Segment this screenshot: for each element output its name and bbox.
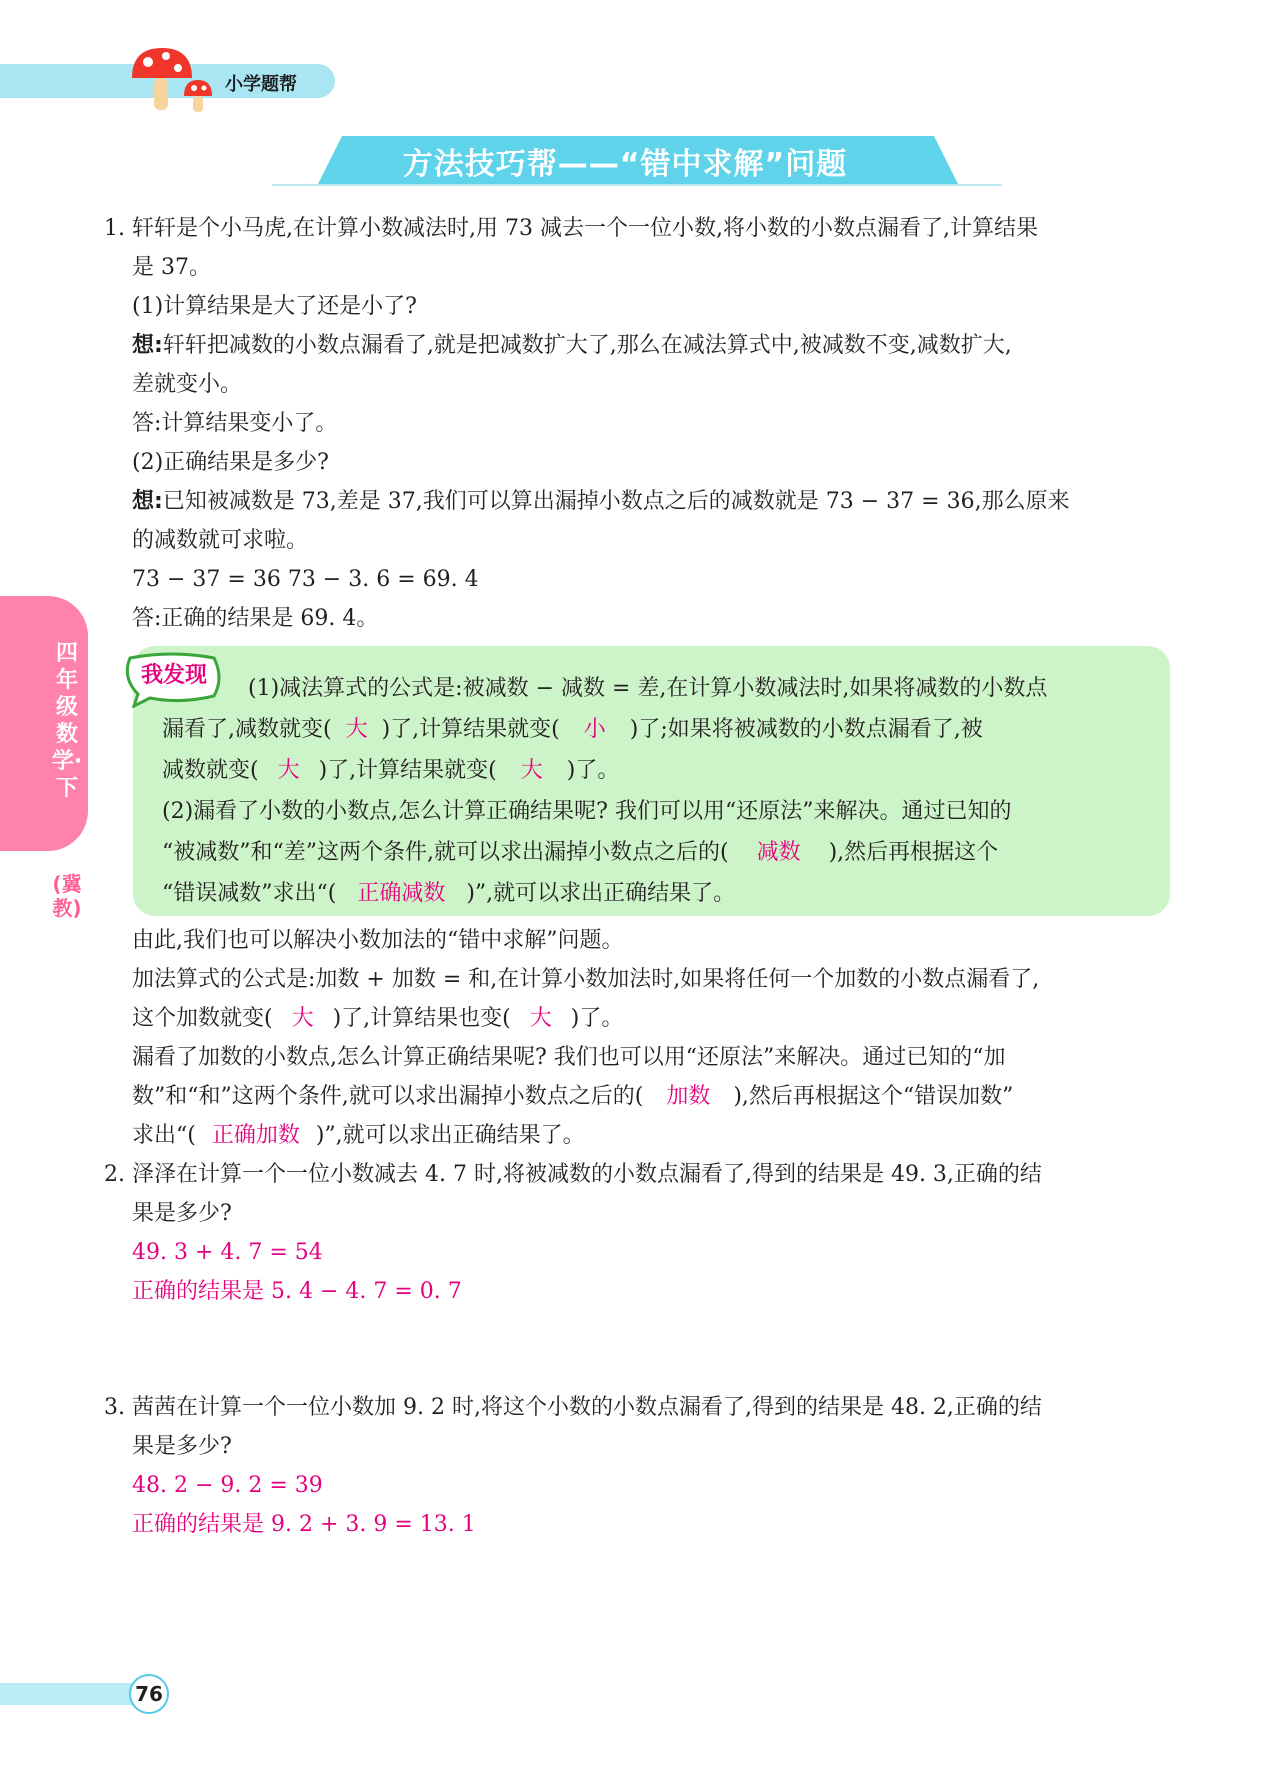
addition-line3	[132, 1004, 623, 1034]
text: ),然后再根据这个“错误加数”	[733, 1084, 1014, 1109]
answer-blank: 正确加数	[211, 1123, 300, 1148]
text: )了。	[570, 1006, 624, 1031]
answer-blank: 加数	[666, 1084, 711, 1109]
addition-line1: 由此,我们也可以解决小数加法的“错中求解”问题。	[132, 928, 624, 953]
q1-think1-line2: 差就变小。	[132, 372, 243, 397]
q2-answer-line1: 49. 3 + 4. 7 = 54	[132, 1240, 323, 1265]
text: )了,计算结果就变(	[381, 717, 560, 742]
side-tab-edition: (冀教)	[52, 872, 82, 920]
q3-answer-line2: 正确的结果是 9. 2 + 3. 9 = 13. 1	[132, 1512, 476, 1537]
q1-stem-line2: 是 37。	[132, 255, 211, 280]
text: 数”和“和”这两个条件,就可以求出漏掉小数点之后的(	[132, 1084, 644, 1109]
discover-badge-label: 我发现	[140, 663, 207, 688]
q1-sub2: (2)正确结果是多少?	[132, 450, 329, 475]
addition-line2: 加法算式的公式是:加数 + 加数 = 和,在计算小数加法时,如果将任何一个加数的小数点漏看了,	[132, 967, 1040, 992]
text: ),然后再根据这个	[828, 840, 999, 865]
text: “错误减数”求出“(	[162, 881, 337, 906]
text: )”,就可以求出正确结果了。	[466, 881, 736, 906]
q1-answer1: 答:计算结果变小了。	[132, 411, 338, 436]
answer-blank: 小	[583, 717, 606, 742]
text: “被减数”和“差”这两个条件,就可以求出漏掉小数点之后的(	[162, 840, 729, 865]
text: )了。	[566, 758, 620, 783]
discover-p1-line1: (1)减法算式的公式是:被减数 − 减数 = 差,在计算小数减法时,如果将减数的小数点	[248, 676, 1048, 701]
discover-p1-line2	[162, 715, 983, 745]
answer-blank: 大	[520, 758, 543, 783]
answer-blank: 大	[291, 1006, 314, 1031]
text: 求出“(	[132, 1123, 196, 1148]
mushroom-logo-icon	[128, 44, 228, 116]
text: 减数就变(	[162, 758, 259, 783]
text: )了,计算结果就变(	[318, 758, 497, 783]
q2-number: 2.	[104, 1162, 125, 1187]
side-tab-grade: 四年级数学·下	[51, 641, 83, 801]
q1-think2-line2: 的减数就可求啦。	[132, 528, 309, 553]
title-rule	[272, 184, 1002, 186]
discover-p2-line2	[162, 838, 998, 868]
answer-blank: 减数	[756, 840, 801, 865]
text: )”,就可以求出正确结果了。	[315, 1123, 585, 1148]
discover-p1-line3	[162, 756, 619, 786]
q3-stem-line2: 果是多少?	[132, 1434, 232, 1459]
q1-calc: 73 − 37 = 36 73 − 3. 6 = 69. 4	[132, 567, 479, 592]
think-text: 已知被减数是 73,差是 37,我们可以算出漏掉小数点之后的减数就是 73 − 37 = 36,那么原来	[162, 489, 1070, 514]
q3-number: 3.	[104, 1395, 125, 1420]
text: )了;如果将被减数的小数点漏看了,被	[629, 717, 983, 742]
q1-sub1: (1)计算结果是大了还是小了?	[132, 294, 417, 319]
answer-blank: 大	[345, 717, 368, 742]
addition-line5	[132, 1082, 1013, 1112]
section-title: 方法技巧帮——“错中求解”问题	[402, 147, 848, 182]
addition-line4: 漏看了加数的小数点,怎么计算正确结果呢? 我们也可以用“还原法”来解决。通过已知的“加	[132, 1045, 1006, 1070]
q2-stem-line1: 泽泽在计算一个一位小数减去 4. 7 时,将被减数的小数点漏看了,得到的结果是 49. 3,正确的结	[132, 1162, 1042, 1187]
text: 这个加数就变(	[132, 1006, 273, 1031]
brand-name: 小学题帮	[225, 74, 297, 95]
answer-blank: 正确减数	[357, 881, 446, 906]
q1-answer2: 答:正确的结果是 69. 4。	[132, 606, 379, 631]
think-label: 想:	[132, 333, 163, 358]
q1-think2-line1	[132, 487, 1070, 517]
q2-stem-line2: 果是多少?	[132, 1201, 232, 1226]
addition-line6	[132, 1121, 585, 1151]
text: 漏看了,减数就变(	[162, 717, 332, 742]
q2-answer-line2: 正确的结果是 5. 4 − 4. 7 = 0. 7	[132, 1279, 462, 1304]
think-text: 轩轩把减数的小数点漏看了,就是把减数扩大了,那么在减法算式中,被减数不变,减数扩大,	[162, 333, 1012, 358]
q1-stem-line1: 轩轩是个小马虎,在计算小数减法时,用 73 减去一个一位小数,将小数的小数点漏看了,计算结果	[132, 216, 1038, 241]
answer-blank: 大	[277, 758, 300, 783]
footer-band	[0, 1683, 150, 1705]
q1-think1-line1	[132, 331, 1012, 361]
q3-stem-line1: 茜茜在计算一个一位小数加 9. 2 时,将这个小数的小数点漏看了,得到的结果是 48. 2,正确的结	[132, 1395, 1042, 1420]
q3-answer-line1: 48. 2 − 9. 2 = 39	[132, 1473, 323, 1498]
answer-blank: 大	[529, 1006, 552, 1031]
discover-p2-line1: (2)漏看了小数的小数点,怎么计算正确结果呢? 我们可以用“还原法”来解决。通过已知的	[162, 799, 1012, 824]
q1-number: 1.	[104, 216, 125, 241]
text: )了,计算结果也变(	[332, 1006, 511, 1031]
page-number: 76	[129, 1674, 169, 1714]
think-label: 想:	[132, 489, 163, 514]
discover-p2-line3	[162, 879, 735, 909]
